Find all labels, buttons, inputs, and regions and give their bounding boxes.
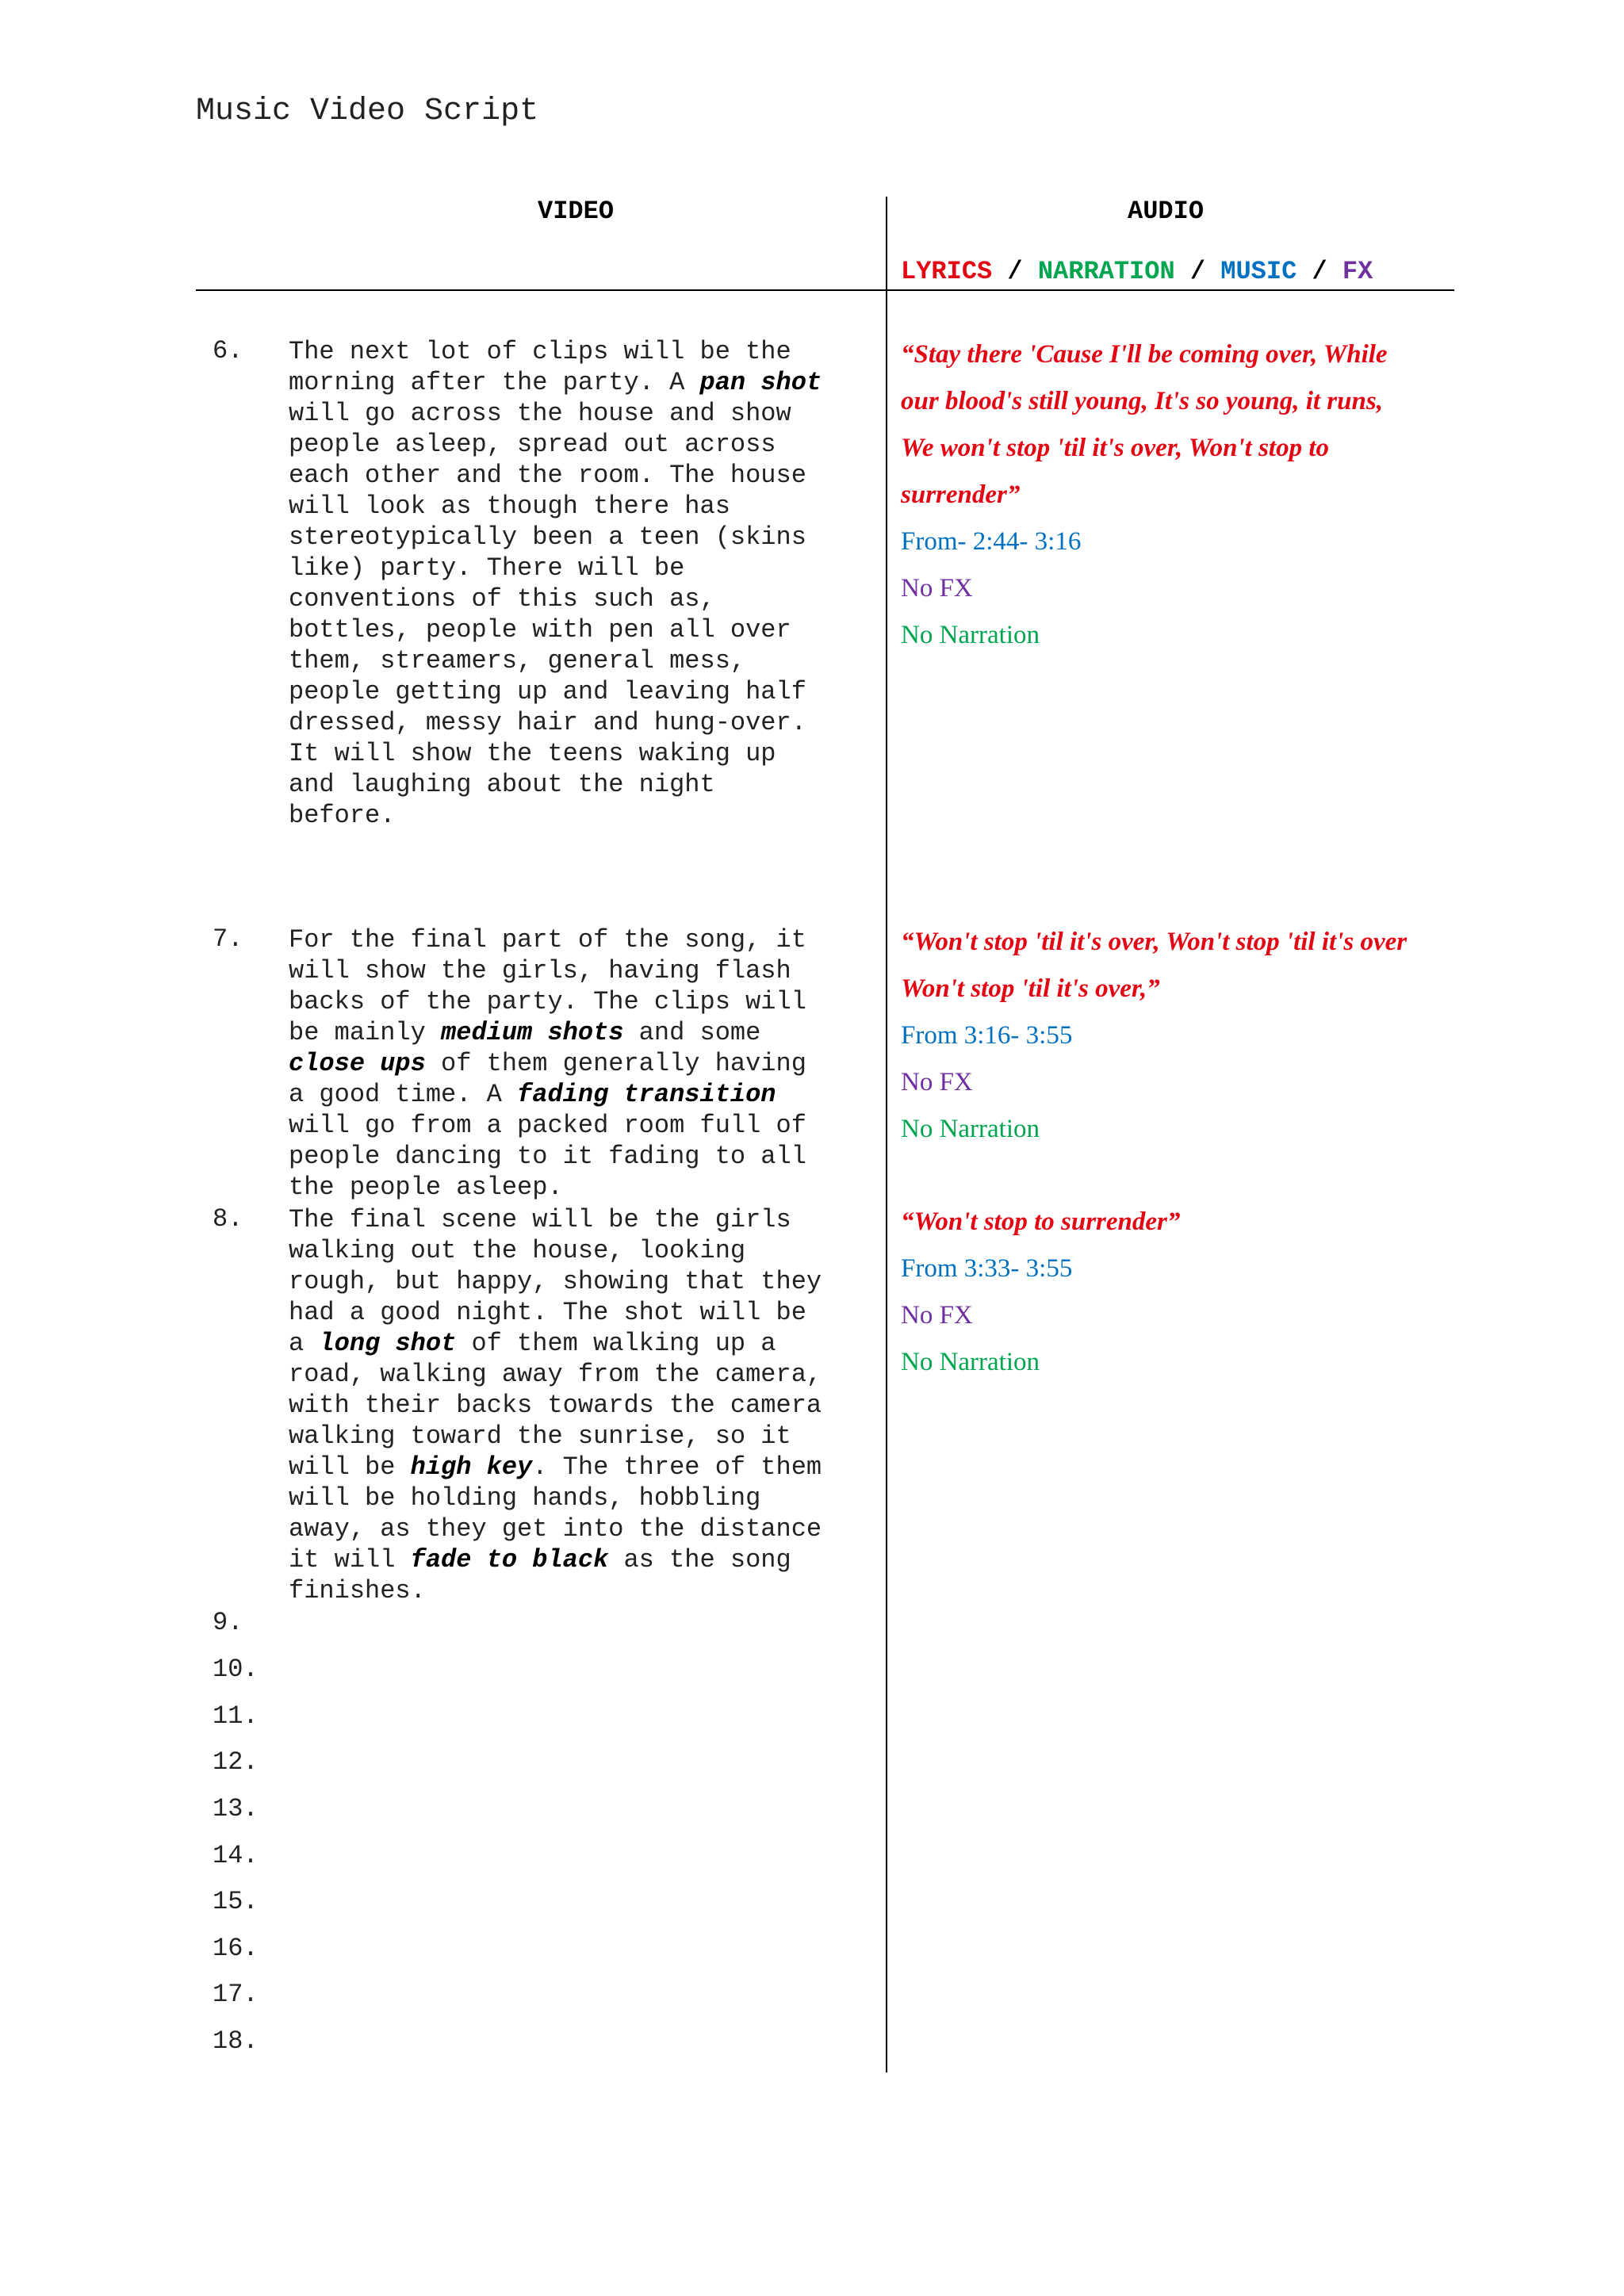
description-line: For the final part of the song, it [289, 925, 806, 955]
description-line: the people asleep. [289, 1173, 563, 1202]
description-line: close ups of them generally having [289, 1049, 806, 1078]
narration-note: No Narration [901, 621, 1040, 649]
legend-fx: FX [1342, 257, 1373, 286]
legend-separator: / [1189, 257, 1206, 286]
description-line: walking out the house, looking [289, 1236, 746, 1265]
description-line: before. [289, 801, 396, 830]
header-rule [196, 289, 1454, 291]
description-line: conventions of this such as, [289, 584, 715, 614]
lyric-line: surrender” [901, 480, 1021, 509]
description-line: people asleep, spread out across [289, 430, 776, 459]
camera-term: close ups [289, 1049, 426, 1078]
legend-lyrics: LYRICS [901, 257, 993, 286]
description-line: and laughing about the night [289, 770, 715, 799]
lyric-line: We won't stop 'til it's over, Won't stop to [901, 434, 1330, 462]
description-line: road, walking away from the camera, [289, 1360, 822, 1389]
description-line: morning after the party. A pan shot [289, 368, 822, 397]
empty-row-number: 17. [213, 1980, 259, 2009]
description-line: walking toward the sunrise, so it [289, 1422, 791, 1451]
scene-number: 6. [213, 336, 243, 365]
description-line: finishes. [289, 1576, 426, 1605]
description-line: will go from a packed room full of [289, 1111, 806, 1140]
description-line: will go across the house and show [289, 399, 791, 428]
fx-note: No FX [901, 1068, 973, 1096]
audio-column-heading: AUDIO [1128, 197, 1205, 226]
scene-number: 7. [213, 924, 243, 954]
narration-note: No Narration [901, 1348, 1040, 1376]
camera-term: high key [410, 1452, 533, 1482]
description-line: stereotypically been a teen (skins [289, 522, 806, 552]
empty-row-number: 15. [213, 1887, 259, 1916]
empty-row-number: 18. [213, 2026, 259, 2056]
camera-term: medium shots [441, 1018, 624, 1047]
description-line: like) party. There will be [289, 553, 685, 583]
description-line: away, as they get into the distance [289, 1514, 822, 1544]
narration-note: No Narration [901, 1115, 1040, 1143]
description-line: people dancing to it fading to all [289, 1142, 806, 1171]
description-line: will look as though there has [289, 492, 730, 521]
empty-row-number: 13. [213, 1794, 259, 1823]
scene-audio [901, 1199, 1456, 1386]
scene-description [289, 924, 875, 1203]
audio-legend [901, 257, 1373, 286]
lyric-line: “Won't stop 'til it's over, Won't stop 'til it's over [901, 928, 1408, 956]
description-line: will be high key. The three of them [289, 1452, 822, 1482]
scene-audio [901, 331, 1456, 659]
empty-row-number: 10. [213, 1655, 259, 1684]
description-line: with their backs towards the camera [289, 1391, 822, 1420]
legend-separator: / [1312, 257, 1327, 286]
description-line: had a good night. The shot will be [289, 1298, 806, 1327]
description-line: people getting up and leaving half [289, 677, 806, 706]
lyric-line: “Stay there 'Cause I'll be coming over, While [901, 340, 1388, 369]
scene-number: 8. [213, 1204, 243, 1234]
description-line: backs of the party. The clips will [289, 987, 806, 1016]
description-line: bottles, people with pen all over [289, 615, 791, 645]
description-line: a good time. A fading transition [289, 1080, 776, 1109]
fx-note: No FX [901, 1301, 973, 1330]
description-line: will show the girls, having flash [289, 956, 791, 985]
lyrics-text [901, 1199, 1456, 1246]
description-line: rough, but happy, showing that they [289, 1267, 822, 1296]
description-line: It will show the teens waking up [289, 739, 776, 768]
empty-row-number: 12. [213, 1747, 259, 1777]
legend-narration: NARRATION [1037, 257, 1175, 286]
description-line: each other and the room. The house [289, 461, 806, 490]
fx-note: No FX [901, 574, 973, 603]
description-line: dressed, messy hair and hung-over. [289, 708, 806, 737]
column-divider [886, 197, 887, 2072]
description-line: them, streamers, general mess, [289, 646, 746, 675]
lyric-line: our blood's still young, It's so young, it runs, [901, 387, 1383, 415]
description-line: it will fade to black as the song [289, 1545, 791, 1575]
camera-term: pan shot [699, 368, 822, 397]
document-title: Music Video Script [196, 94, 539, 129]
lyric-line: “Won't stop to surrender” [901, 1207, 1181, 1236]
empty-row-number: 11. [213, 1701, 259, 1731]
camera-term: fading transition [517, 1080, 776, 1109]
legend-music: MUSIC [1220, 257, 1297, 286]
description-line: a long shot of them walking up a [289, 1329, 776, 1358]
scene-audio [901, 919, 1456, 1153]
description-line: be mainly medium shots and some [289, 1018, 761, 1047]
description-line: The final scene will be the girls [289, 1205, 791, 1234]
empty-row-number: 16. [213, 1934, 259, 1963]
lyrics-text [901, 919, 1456, 1012]
music-timing: From- 2:44- 3:16 [901, 527, 1082, 556]
lyric-line: Won't stop 'til it's over,” [901, 974, 1160, 1003]
empty-row-number: 9. [213, 1608, 243, 1637]
music-timing: From 3:33- 3:55 [901, 1254, 1073, 1283]
video-column-heading: VIDEO [538, 197, 615, 226]
empty-row-number: 14. [213, 1841, 259, 1870]
lyrics-text [901, 331, 1456, 519]
description-line: will be holding hands, hobbling [289, 1483, 761, 1513]
legend-separator: / [1007, 257, 1023, 286]
scene-description [289, 1204, 875, 1606]
scene-description [289, 336, 875, 831]
camera-term: long shot [319, 1329, 457, 1358]
description-line: The next lot of clips will be the [289, 337, 791, 366]
music-timing: From 3:16- 3:55 [901, 1021, 1073, 1050]
camera-term: fade to black [410, 1545, 609, 1575]
